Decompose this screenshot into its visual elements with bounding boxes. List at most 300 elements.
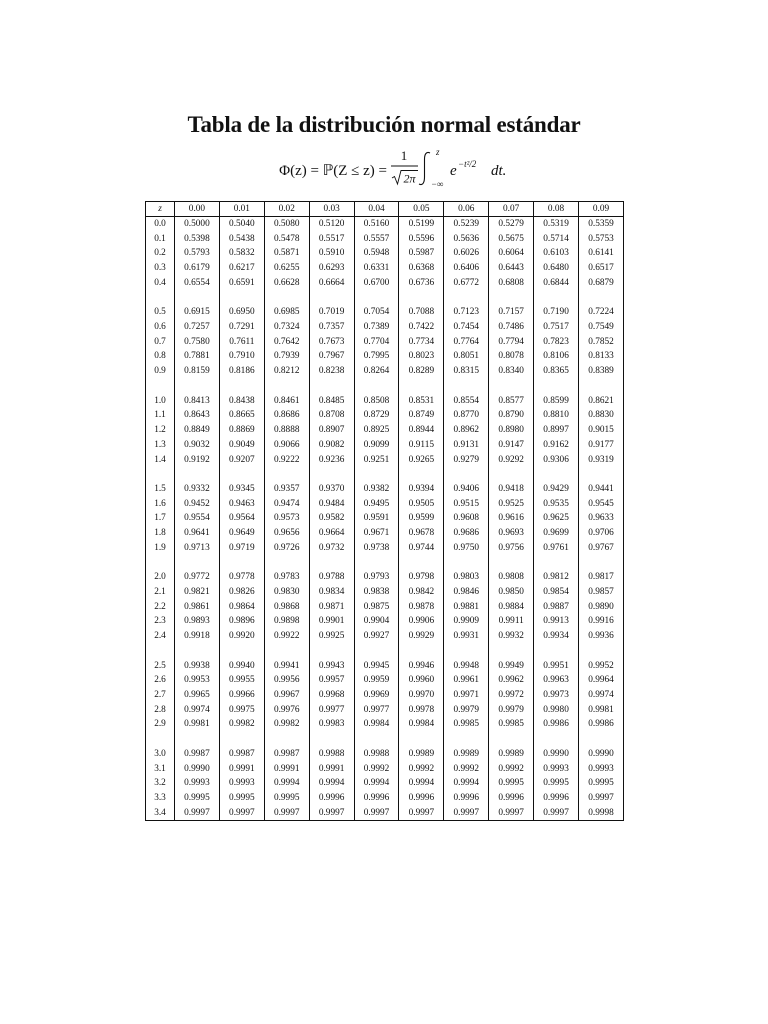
group-spacer-row bbox=[146, 556, 624, 571]
probability-cell: 0.9147 bbox=[489, 438, 534, 453]
probability-cell: 0.5714 bbox=[534, 232, 579, 247]
probability-cell: 0.9994 bbox=[309, 776, 354, 791]
probability-cell: 0.9911 bbox=[489, 614, 534, 629]
probability-cell: 0.9985 bbox=[444, 717, 489, 732]
probability-cell: 0.9826 bbox=[219, 585, 264, 600]
probability-cell: 0.9922 bbox=[264, 629, 309, 644]
probability-cell: 0.5279 bbox=[489, 217, 534, 232]
spacer-cell bbox=[264, 467, 309, 482]
probability-cell: 0.8925 bbox=[354, 423, 399, 438]
probability-cell: 0.9738 bbox=[354, 541, 399, 556]
probability-cell: 0.9887 bbox=[534, 600, 579, 615]
probability-cell: 0.9788 bbox=[309, 570, 354, 585]
probability-cell: 0.9345 bbox=[219, 482, 264, 497]
probability-cell: 0.9382 bbox=[354, 482, 399, 497]
z-value-cell: 0.1 bbox=[146, 232, 175, 247]
probability-cell: 0.9332 bbox=[175, 482, 220, 497]
probability-cell: 0.6808 bbox=[489, 276, 534, 291]
probability-cell: 0.9913 bbox=[534, 614, 579, 629]
probability-cell: 0.9996 bbox=[489, 791, 534, 806]
probability-cell: 0.9713 bbox=[175, 541, 220, 556]
table-row bbox=[146, 776, 624, 791]
probability-cell: 0.9868 bbox=[264, 600, 309, 615]
probability-cell: 0.9995 bbox=[579, 776, 624, 791]
probability-cell: 0.9265 bbox=[399, 453, 444, 468]
spacer-cell bbox=[219, 556, 264, 571]
probability-cell: 0.9279 bbox=[444, 453, 489, 468]
probability-cell: 0.8621 bbox=[579, 394, 624, 409]
probability-cell: 0.9474 bbox=[264, 497, 309, 512]
table-row bbox=[146, 364, 624, 379]
table-row bbox=[146, 600, 624, 615]
probability-cell: 0.6554 bbox=[175, 276, 220, 291]
spacer-cell bbox=[175, 644, 220, 659]
probability-cell: 0.9850 bbox=[489, 585, 534, 600]
probability-cell: 0.9992 bbox=[444, 762, 489, 777]
probability-cell: 0.7967 bbox=[309, 349, 354, 364]
probability-cell: 0.9463 bbox=[219, 497, 264, 512]
probability-cell: 0.9082 bbox=[309, 438, 354, 453]
probability-cell: 0.9996 bbox=[534, 791, 579, 806]
probability-cell: 0.9982 bbox=[264, 717, 309, 732]
probability-cell: 0.6915 bbox=[175, 305, 220, 320]
probability-cell: 0.8023 bbox=[399, 349, 444, 364]
probability-cell: 0.9798 bbox=[399, 570, 444, 585]
spacer-cell bbox=[579, 379, 624, 394]
probability-cell: 0.9994 bbox=[399, 776, 444, 791]
probability-cell: 0.9952 bbox=[579, 659, 624, 674]
probability-cell: 0.6664 bbox=[309, 276, 354, 291]
spacer-cell bbox=[444, 556, 489, 571]
probability-cell: 0.7019 bbox=[309, 305, 354, 320]
probability-cell: 0.9920 bbox=[219, 629, 264, 644]
probability-cell: 0.8461 bbox=[264, 394, 309, 409]
probability-cell: 0.5517 bbox=[309, 232, 354, 247]
z-value-cell: 3.2 bbox=[146, 776, 175, 791]
spacer-cell bbox=[489, 732, 534, 747]
probability-cell: 0.7357 bbox=[309, 320, 354, 335]
probability-cell: 0.7123 bbox=[444, 305, 489, 320]
probability-cell: 0.9971 bbox=[444, 688, 489, 703]
page-title: Tabla de la distribución normal estándar bbox=[187, 112, 581, 137]
z-value-cell: 0.5 bbox=[146, 305, 175, 320]
probability-cell: 0.9671 bbox=[354, 526, 399, 541]
probability-cell: 0.8830 bbox=[579, 408, 624, 423]
probability-cell: 0.6772 bbox=[444, 276, 489, 291]
table-header-row bbox=[146, 202, 624, 217]
probability-cell: 0.9192 bbox=[175, 453, 220, 468]
probability-cell: 0.9997 bbox=[444, 806, 489, 821]
probability-cell: 0.9973 bbox=[534, 688, 579, 703]
probability-cell: 0.9993 bbox=[579, 762, 624, 777]
probability-cell: 0.9535 bbox=[534, 497, 579, 512]
probability-cell: 0.9649 bbox=[219, 526, 264, 541]
z-value-cell: 2.3 bbox=[146, 614, 175, 629]
spacer-cell bbox=[309, 644, 354, 659]
probability-cell: 0.9871 bbox=[309, 600, 354, 615]
probability-cell: 0.8212 bbox=[264, 364, 309, 379]
table-row bbox=[146, 305, 624, 320]
probability-cell: 0.8531 bbox=[399, 394, 444, 409]
probability-cell: 0.9441 bbox=[579, 482, 624, 497]
probability-cell: 0.9706 bbox=[579, 526, 624, 541]
probability-cell: 0.9236 bbox=[309, 453, 354, 468]
probability-cell: 0.9625 bbox=[534, 511, 579, 526]
probability-cell: 0.5987 bbox=[399, 246, 444, 261]
z-value-cell: 1.0 bbox=[146, 394, 175, 409]
probability-cell: 0.5239 bbox=[444, 217, 489, 232]
probability-cell: 0.9997 bbox=[175, 806, 220, 821]
table-row bbox=[146, 791, 624, 806]
probability-cell: 0.9115 bbox=[399, 438, 444, 453]
probability-cell: 0.8944 bbox=[399, 423, 444, 438]
probability-cell: 0.9772 bbox=[175, 570, 220, 585]
probability-cell: 0.8849 bbox=[175, 423, 220, 438]
probability-cell: 0.9732 bbox=[309, 541, 354, 556]
z-value-cell: 1.3 bbox=[146, 438, 175, 453]
spacer-cell bbox=[489, 644, 534, 659]
table-row bbox=[146, 717, 624, 732]
z-value-cell: 0.6 bbox=[146, 320, 175, 335]
probability-cell: 0.5199 bbox=[399, 217, 444, 232]
probability-cell: 0.7734 bbox=[399, 335, 444, 350]
probability-cell: 0.9995 bbox=[264, 791, 309, 806]
column-header: 0.00 bbox=[175, 202, 220, 217]
probability-cell: 0.5753 bbox=[579, 232, 624, 247]
probability-cell: 0.9015 bbox=[579, 423, 624, 438]
probability-cell: 0.9641 bbox=[175, 526, 220, 541]
probability-cell: 0.6331 bbox=[354, 261, 399, 276]
probability-cell: 0.9984 bbox=[399, 717, 444, 732]
spacer-cell bbox=[579, 732, 624, 747]
probability-cell: 0.9977 bbox=[309, 703, 354, 718]
probability-cell: 0.9484 bbox=[309, 497, 354, 512]
probability-cell: 0.9896 bbox=[219, 614, 264, 629]
probability-cell: 0.9032 bbox=[175, 438, 220, 453]
probability-cell: 0.9678 bbox=[399, 526, 444, 541]
probability-cell: 0.9719 bbox=[219, 541, 264, 556]
probability-cell: 0.9861 bbox=[175, 600, 220, 615]
spacer-cell bbox=[309, 556, 354, 571]
probability-cell: 0.9980 bbox=[534, 703, 579, 718]
table-row bbox=[146, 438, 624, 453]
spacer-cell bbox=[219, 379, 264, 394]
probability-cell: 0.6591 bbox=[219, 276, 264, 291]
spacer-cell bbox=[264, 732, 309, 747]
probability-cell: 0.9989 bbox=[489, 747, 534, 762]
spacer-cell bbox=[579, 556, 624, 571]
probability-cell: 0.9997 bbox=[579, 791, 624, 806]
spacer-cell bbox=[444, 291, 489, 306]
probability-cell: 0.7939 bbox=[264, 349, 309, 364]
group-spacer-row bbox=[146, 379, 624, 394]
column-header: 0.02 bbox=[264, 202, 309, 217]
spacer-cell bbox=[146, 732, 175, 747]
spacer-cell bbox=[264, 644, 309, 659]
spacer-cell bbox=[354, 556, 399, 571]
probability-cell: 0.8869 bbox=[219, 423, 264, 438]
probability-cell: 0.9992 bbox=[399, 762, 444, 777]
probability-cell: 0.7389 bbox=[354, 320, 399, 335]
probability-cell: 0.9906 bbox=[399, 614, 444, 629]
z-value-cell: 1.4 bbox=[146, 453, 175, 468]
probability-cell: 0.8133 bbox=[579, 349, 624, 364]
probability-cell: 0.6736 bbox=[399, 276, 444, 291]
probability-cell: 0.9991 bbox=[264, 762, 309, 777]
probability-cell: 0.9927 bbox=[354, 629, 399, 644]
probability-cell: 0.9991 bbox=[219, 762, 264, 777]
probability-cell: 0.9554 bbox=[175, 511, 220, 526]
spacer-cell bbox=[175, 291, 220, 306]
probability-cell: 0.9812 bbox=[534, 570, 579, 585]
table-row bbox=[146, 585, 624, 600]
table-row bbox=[146, 629, 624, 644]
spacer-cell bbox=[399, 291, 444, 306]
probability-cell: 0.6103 bbox=[534, 246, 579, 261]
spacer-cell bbox=[146, 379, 175, 394]
table-row bbox=[146, 659, 624, 674]
spacer-cell bbox=[489, 556, 534, 571]
spacer-cell bbox=[399, 467, 444, 482]
probability-cell: 0.9981 bbox=[579, 703, 624, 718]
table-row bbox=[146, 335, 624, 350]
probability-cell: 0.9997 bbox=[489, 806, 534, 821]
table-row bbox=[146, 408, 624, 423]
probability-cell: 0.7324 bbox=[264, 320, 309, 335]
spacer-cell bbox=[534, 467, 579, 482]
probability-cell: 0.9938 bbox=[175, 659, 220, 674]
table-row bbox=[146, 423, 624, 438]
probability-cell: 0.5871 bbox=[264, 246, 309, 261]
z-value-cell: 2.7 bbox=[146, 688, 175, 703]
spacer-cell bbox=[175, 556, 220, 571]
spacer-cell bbox=[534, 644, 579, 659]
z-value-cell: 3.1 bbox=[146, 762, 175, 777]
probability-cell: 0.7704 bbox=[354, 335, 399, 350]
probability-cell: 0.9949 bbox=[489, 659, 534, 674]
probability-cell: 0.8289 bbox=[399, 364, 444, 379]
spacer-cell bbox=[146, 291, 175, 306]
probability-cell: 0.9918 bbox=[175, 629, 220, 644]
probability-cell: 0.6480 bbox=[534, 261, 579, 276]
probability-cell: 0.6217 bbox=[219, 261, 264, 276]
z-value-cell: 0.3 bbox=[146, 261, 175, 276]
probability-cell: 0.9599 bbox=[399, 511, 444, 526]
probability-cell: 0.9987 bbox=[264, 747, 309, 762]
integral-sign bbox=[419, 152, 430, 184]
z-value-cell: 1.8 bbox=[146, 526, 175, 541]
probability-cell: 0.5359 bbox=[579, 217, 624, 232]
table-row bbox=[146, 453, 624, 468]
probability-cell: 0.9525 bbox=[489, 497, 534, 512]
probability-cell: 0.5040 bbox=[219, 217, 264, 232]
probability-cell: 0.9969 bbox=[354, 688, 399, 703]
probability-cell: 0.7054 bbox=[354, 305, 399, 320]
probability-cell: 0.7852 bbox=[579, 335, 624, 350]
probability-cell: 0.8186 bbox=[219, 364, 264, 379]
normal-distribution-table bbox=[145, 201, 624, 821]
spacer-cell bbox=[175, 467, 220, 482]
probability-cell: 0.9664 bbox=[309, 526, 354, 541]
group-spacer-row bbox=[146, 467, 624, 482]
probability-cell: 0.9988 bbox=[354, 747, 399, 762]
spacer-cell bbox=[534, 379, 579, 394]
probability-cell: 0.9830 bbox=[264, 585, 309, 600]
probability-cell: 0.8106 bbox=[534, 349, 579, 364]
probability-cell: 0.9996 bbox=[309, 791, 354, 806]
table-row bbox=[146, 246, 624, 261]
spacer-cell bbox=[175, 732, 220, 747]
probability-cell: 0.5478 bbox=[264, 232, 309, 247]
probability-cell: 0.7422 bbox=[399, 320, 444, 335]
table-row bbox=[146, 747, 624, 762]
probability-cell: 0.6985 bbox=[264, 305, 309, 320]
spacer-cell bbox=[309, 732, 354, 747]
z-value-cell: 0.4 bbox=[146, 276, 175, 291]
probability-cell: 0.9881 bbox=[444, 600, 489, 615]
probability-cell: 0.9955 bbox=[219, 673, 264, 688]
spacer-cell bbox=[264, 291, 309, 306]
probability-cell: 0.7549 bbox=[579, 320, 624, 335]
probability-cell: 0.6950 bbox=[219, 305, 264, 320]
probability-cell: 0.5080 bbox=[264, 217, 309, 232]
probability-cell: 0.9429 bbox=[534, 482, 579, 497]
probability-cell: 0.9962 bbox=[489, 673, 534, 688]
spacer-cell bbox=[175, 379, 220, 394]
probability-cell: 0.9990 bbox=[175, 762, 220, 777]
probability-cell: 0.9767 bbox=[579, 541, 624, 556]
column-header: 0.08 bbox=[534, 202, 579, 217]
spacer-cell bbox=[219, 732, 264, 747]
probability-cell: 0.9515 bbox=[444, 497, 489, 512]
probability-cell: 0.8159 bbox=[175, 364, 220, 379]
probability-cell: 0.9582 bbox=[309, 511, 354, 526]
probability-cell: 0.7517 bbox=[534, 320, 579, 335]
probability-cell: 0.9925 bbox=[309, 629, 354, 644]
probability-cell: 0.9994 bbox=[264, 776, 309, 791]
probability-cell: 0.8810 bbox=[534, 408, 579, 423]
spacer-cell bbox=[264, 379, 309, 394]
probability-cell: 0.5596 bbox=[399, 232, 444, 247]
z-value-cell: 1.1 bbox=[146, 408, 175, 423]
probability-cell: 0.9966 bbox=[219, 688, 264, 703]
probability-cell: 0.9956 bbox=[264, 673, 309, 688]
probability-cell: 0.9750 bbox=[444, 541, 489, 556]
probability-cell: 0.9987 bbox=[175, 747, 220, 762]
probability-cell: 0.9934 bbox=[534, 629, 579, 644]
probability-cell: 0.9979 bbox=[489, 703, 534, 718]
probability-cell: 0.9049 bbox=[219, 438, 264, 453]
column-header: 0.01 bbox=[219, 202, 264, 217]
probability-cell: 0.7454 bbox=[444, 320, 489, 335]
probability-cell: 0.5793 bbox=[175, 246, 220, 261]
spacer-cell bbox=[534, 556, 579, 571]
probability-cell: 0.8790 bbox=[489, 408, 534, 423]
probability-cell: 0.8980 bbox=[489, 423, 534, 438]
probability-cell: 0.8643 bbox=[175, 408, 220, 423]
table-row bbox=[146, 394, 624, 409]
column-header: 0.09 bbox=[579, 202, 624, 217]
z-value-cell: 2.9 bbox=[146, 717, 175, 732]
z-value-cell: 0.7 bbox=[146, 335, 175, 350]
spacer-cell bbox=[354, 644, 399, 659]
column-header: 0.03 bbox=[309, 202, 354, 217]
probability-cell: 0.9699 bbox=[534, 526, 579, 541]
z-value-cell: 3.4 bbox=[146, 806, 175, 821]
probability-cell: 0.8485 bbox=[309, 394, 354, 409]
probability-cell: 0.5160 bbox=[354, 217, 399, 232]
probability-cell: 0.8264 bbox=[354, 364, 399, 379]
probability-cell: 0.9988 bbox=[309, 747, 354, 762]
probability-cell: 0.9989 bbox=[444, 747, 489, 762]
probability-cell: 0.7291 bbox=[219, 320, 264, 335]
probability-cell: 0.6879 bbox=[579, 276, 624, 291]
spacer-cell bbox=[146, 644, 175, 659]
probability-cell: 0.8508 bbox=[354, 394, 399, 409]
spacer-cell bbox=[579, 644, 624, 659]
probability-cell: 0.9997 bbox=[534, 806, 579, 821]
probability-cell: 0.9545 bbox=[579, 497, 624, 512]
probability-cell: 0.9884 bbox=[489, 600, 534, 615]
probability-cell: 0.9319 bbox=[579, 453, 624, 468]
probability-cell: 0.6517 bbox=[579, 261, 624, 276]
probability-cell: 0.9976 bbox=[264, 703, 309, 718]
probability-cell: 0.9981 bbox=[175, 717, 220, 732]
probability-cell: 0.5398 bbox=[175, 232, 220, 247]
probability-cell: 0.9929 bbox=[399, 629, 444, 644]
probability-cell: 0.9505 bbox=[399, 497, 444, 512]
probability-cell: 0.7611 bbox=[219, 335, 264, 350]
probability-cell: 0.9974 bbox=[579, 688, 624, 703]
probability-cell: 0.5120 bbox=[309, 217, 354, 232]
probability-cell: 0.9846 bbox=[444, 585, 489, 600]
z-value-cell: 1.7 bbox=[146, 511, 175, 526]
probability-cell: 0.6141 bbox=[579, 246, 624, 261]
table-row bbox=[146, 570, 624, 585]
probability-cell: 0.8907 bbox=[309, 423, 354, 438]
probability-cell: 0.7257 bbox=[175, 320, 220, 335]
probability-cell: 0.8078 bbox=[489, 349, 534, 364]
probability-cell: 0.9975 bbox=[219, 703, 264, 718]
probability-cell: 0.8888 bbox=[264, 423, 309, 438]
column-header: 0.06 bbox=[444, 202, 489, 217]
probability-cell: 0.7881 bbox=[175, 349, 220, 364]
probability-cell: 0.9960 bbox=[399, 673, 444, 688]
probability-cell: 0.9945 bbox=[354, 659, 399, 674]
probability-cell: 0.7580 bbox=[175, 335, 220, 350]
probability-cell: 0.6179 bbox=[175, 261, 220, 276]
probability-cell: 0.9418 bbox=[489, 482, 534, 497]
column-header: 0.04 bbox=[354, 202, 399, 217]
table-row bbox=[146, 261, 624, 276]
probability-cell: 0.8340 bbox=[489, 364, 534, 379]
probability-cell: 0.6844 bbox=[534, 276, 579, 291]
probability-cell: 0.9983 bbox=[309, 717, 354, 732]
table-row bbox=[146, 497, 624, 512]
probability-cell: 0.9967 bbox=[264, 688, 309, 703]
probability-cell: 0.9943 bbox=[309, 659, 354, 674]
probability-cell: 0.9726 bbox=[264, 541, 309, 556]
probability-cell: 0.9893 bbox=[175, 614, 220, 629]
probability-cell: 0.8665 bbox=[219, 408, 264, 423]
probability-cell: 0.6443 bbox=[489, 261, 534, 276]
probability-cell: 0.9633 bbox=[579, 511, 624, 526]
probability-cell: 0.9834 bbox=[309, 585, 354, 600]
formula-lhs: Φ(z) = ℙ(Z ≤ z) = bbox=[279, 163, 387, 179]
probability-cell: 0.9985 bbox=[489, 717, 534, 732]
probability-cell: 0.7157 bbox=[489, 305, 534, 320]
probability-cell: 0.9993 bbox=[534, 762, 579, 777]
